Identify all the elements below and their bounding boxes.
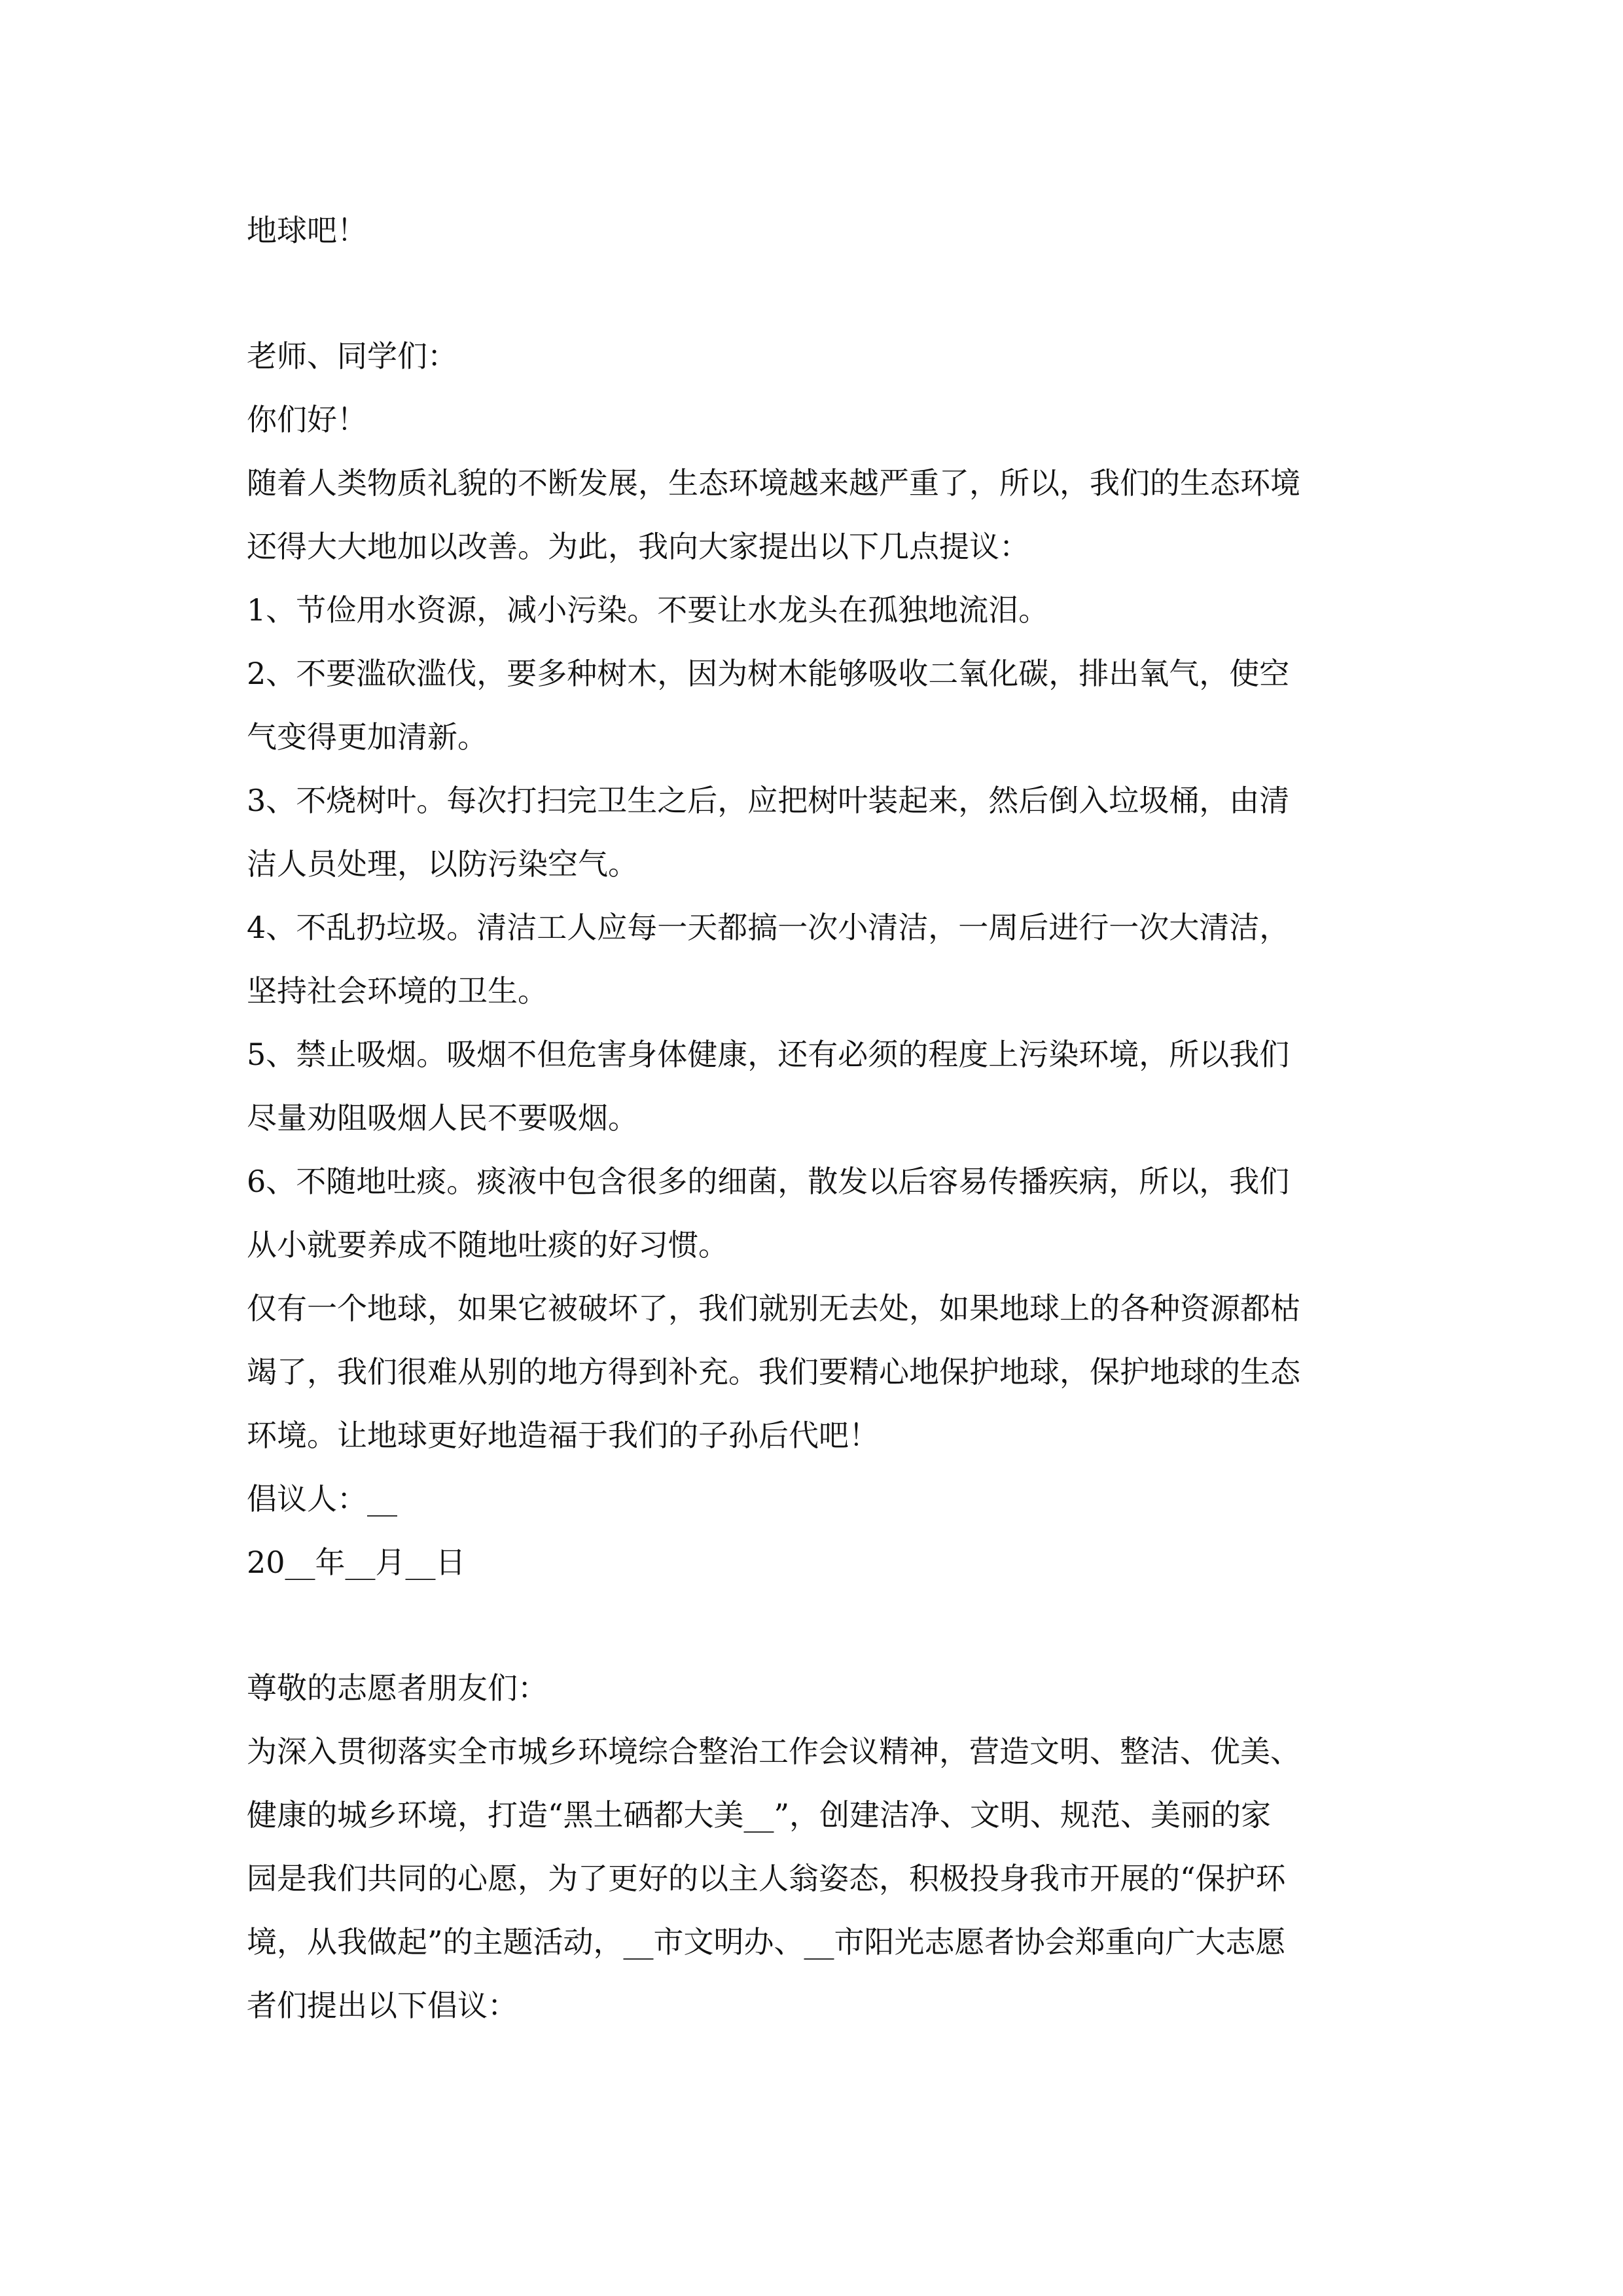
text-line: 3、不烧树叶。每次打扫完卫生之后，应把树叶装起来，然后倒入垃圾桶，由清 (247, 783, 1290, 818)
text-line: 你们好！ (247, 402, 367, 437)
date-line: 20__年__月__日 (247, 1545, 466, 1580)
text-line: 洁人员处理，以防污染空气。 (247, 846, 638, 882)
text-line: 6、不随地吐痰。痰液中包含很多的细菌，散发以后容易传播疾病，所以，我们 (247, 1164, 1290, 1199)
signatory-line: 倡议人：__ (247, 1481, 397, 1516)
text-line: 1、节俭用水资源，减小污染。不要让水龙头在孤独地流泪。 (247, 592, 1049, 628)
text-line: 老师、同学们： (247, 338, 457, 374)
text-line: 者们提出以下倡议： (247, 1988, 518, 2023)
text-line: 环境。让地球更好地造福于我们的子孙后代吧！ (247, 1418, 879, 1453)
text-line: 境，从我做起”的主题活动，__市文明办、__市阳光志愿者协会郑重向广大志愿 (247, 1924, 1286, 1960)
text-line: 园是我们共同的心愿，为了更好的以主人翁姿态，积极投身我市开展的“保护环 (247, 1861, 1286, 1896)
text-line: 气变得更加清新。 (247, 719, 488, 755)
text-line: 竭了，我们很难从别的地方得到补充。我们要精心地保护地球，保护地球的生态 (247, 1354, 1300, 1390)
text-line: 随着人类物质礼貌的不断发展，生态环境越来越严重了，所以，我们的生态环境 (247, 465, 1300, 501)
text-line: 坚持社会环境的卫生。 (247, 973, 548, 1009)
text-line: 尽量劝阻吸烟人民不要吸烟。 (247, 1100, 638, 1136)
text-line: 从小就要养成不随地吐痰的好习惯。 (247, 1227, 728, 1263)
text-line: 5、禁止吸烟。吸烟不但危害身体健康，还有必须的程度上污染环境，所以我们 (247, 1037, 1290, 1072)
salutation-line: 尊敬的志愿者朋友们： (247, 1670, 548, 1706)
text-line: 2、不要滥砍滥伐，要多种树木，因为树木能够吸收二氧化碳，排出氧气，使空 (247, 656, 1290, 691)
text-line: 还得大大地加以改善。为此，我向大家提出以下几点提议： (247, 529, 1029, 564)
text-line: 4、不乱扔垃圾。清洁工人应每一天都搞一次小清洁，一周后进行一次大清洁， (247, 910, 1290, 945)
text-line: 仅有一个地球，如果它被破坏了，我们就别无去处，如果地球上的各种资源都枯 (247, 1291, 1300, 1326)
text-line: 地球吧！ (247, 213, 367, 248)
text-line: 为深入贯彻落实全市城乡环境综合整治工作会议精神，营造文明、整洁、优美、 (247, 1734, 1300, 1769)
text-line: 健康的城乡环境，打造“黑土硒都大美__”，创建洁净、文明、规范、美丽的家 (247, 1797, 1272, 1833)
